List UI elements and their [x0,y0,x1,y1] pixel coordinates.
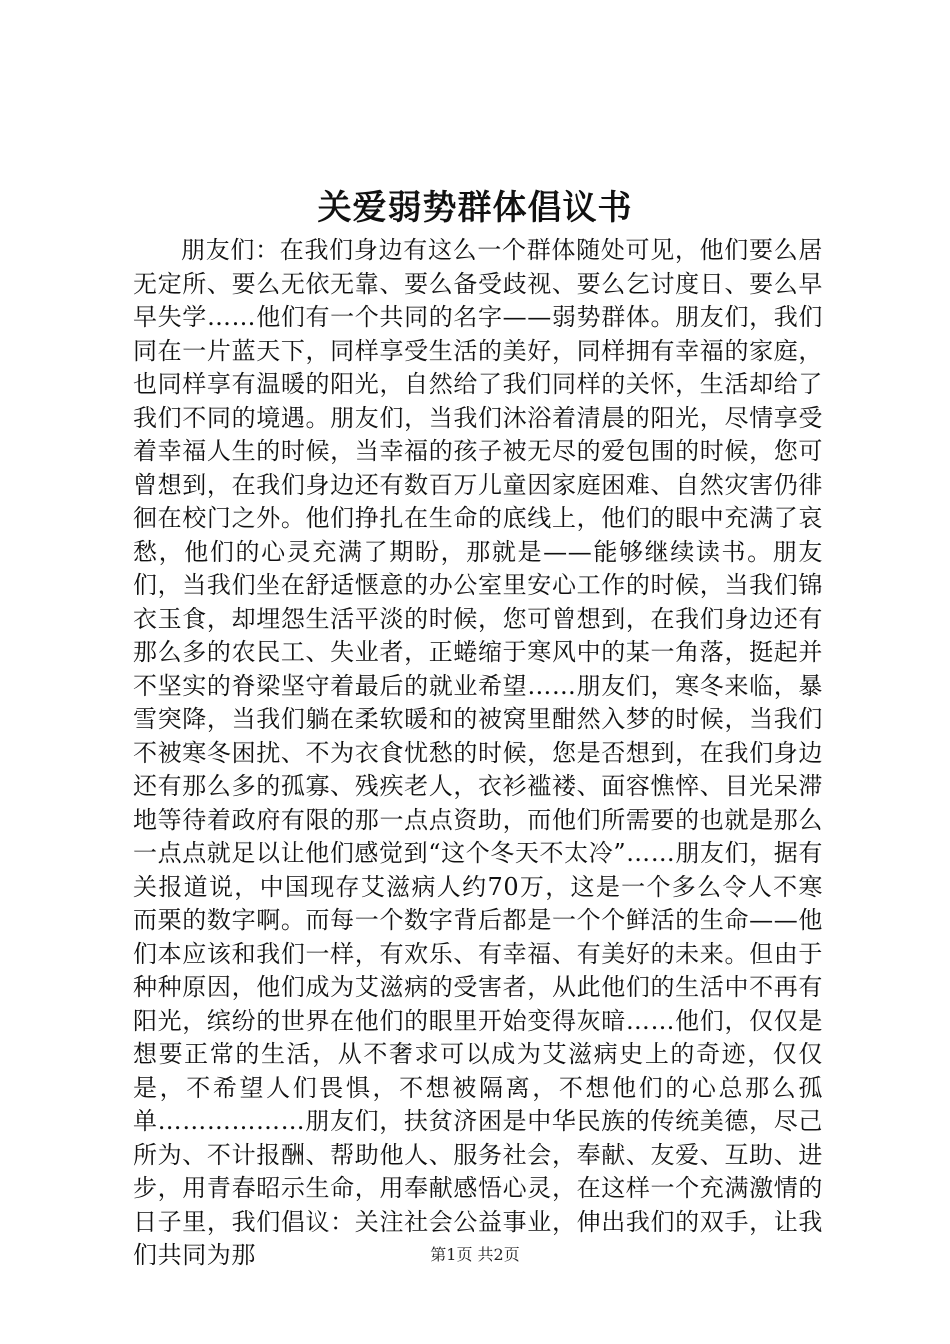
document-title: 关爱弱势群体倡议书 [317,188,633,228]
document-body-paragraph: 朋友们：在我们身边有这么一个群体随处可见，他们要么居无定所、要么无依无靠、要么备受歧视、要么乞讨度日、要么早早失学……他们有一个共同的名字——弱势群体。朋友们，我们同在一片蓝天下，同样享受生活的美好，同样拥有幸福的家庭，也同样享有温暖的阳光，自然给了我们同样的关怀，生活却给了我们不同的境遇。朋友们，当我们沐浴着清晨的阳光，尽情享受着幸福人生的时候，当幸福的孩子被无尽的爱包围的时候，您可曾想到，在我们身边还有数百万儿童因家庭困难、自然灾害仍徘徊在校门之外。他们挣扎在生命的底线上，他们的眼中充满了哀愁，他们的心灵充满了期盼，那就是——能够继续读书。朋友们，当我们坐在舒适惬意的办公室里安心工作的时候，当我们锦衣玉食，却埋怨生活平淡的时候，您可曾想到，在我们身边还有那么多的农民工、失业者，正蜷缩于寒风中的某一角落，挺起并不坚实的脊梁坚守着最后的就业希望……朋友们，寒冬来临，暴雪突降，当我们躺在柔软暖和的被窝里酣然入梦的时候，当我们不被寒冬困扰、不为衣食忧愁的时候，您是否想到，在我们身边还有那么多的孤寡、残疾老人，衣衫褴褛、面容憔悴、目光呆滞地等待着政府有限的那一点点资助，而他们所需要的也就是那么一点点就足以让他们感觉到“这个冬天不太冷”……朋友们，据有关报道说，中国现存艾滋病人约70万，这是一个多么令人不寒而栗的数字啊。而每一个数字背后都是一个个鲜活的生命——他们本应该和我们一样，有欢乐、有幸福、有美好的未来。但由于种种原因，他们成为艾滋病的受害者，从此他们的生活中不再有阳光，缤纷的世界在他们的眼里开始变得灰暗……他们，仅仅是想要正常的生活，从不奢求可以成为艾滋病史上的奇迹，仅仅是，不希望人们畏惧，不想被隔离，不想他们的心总那么孤单………………朋友们，扶贫济困是中华民族的传统美德，尽己所为、不计报酬、帮助他人、服务社会，奉献、友爱、互助、进步，用青春昭示生命，用奉献感悟心灵，在这样一个充满激情的日子里，我们倡议：关注社会公益事业，伸出我们的双手，让我们共同为那 [133,236,823,1269]
page-footer: 第1页 共2页 [430,1245,520,1264]
